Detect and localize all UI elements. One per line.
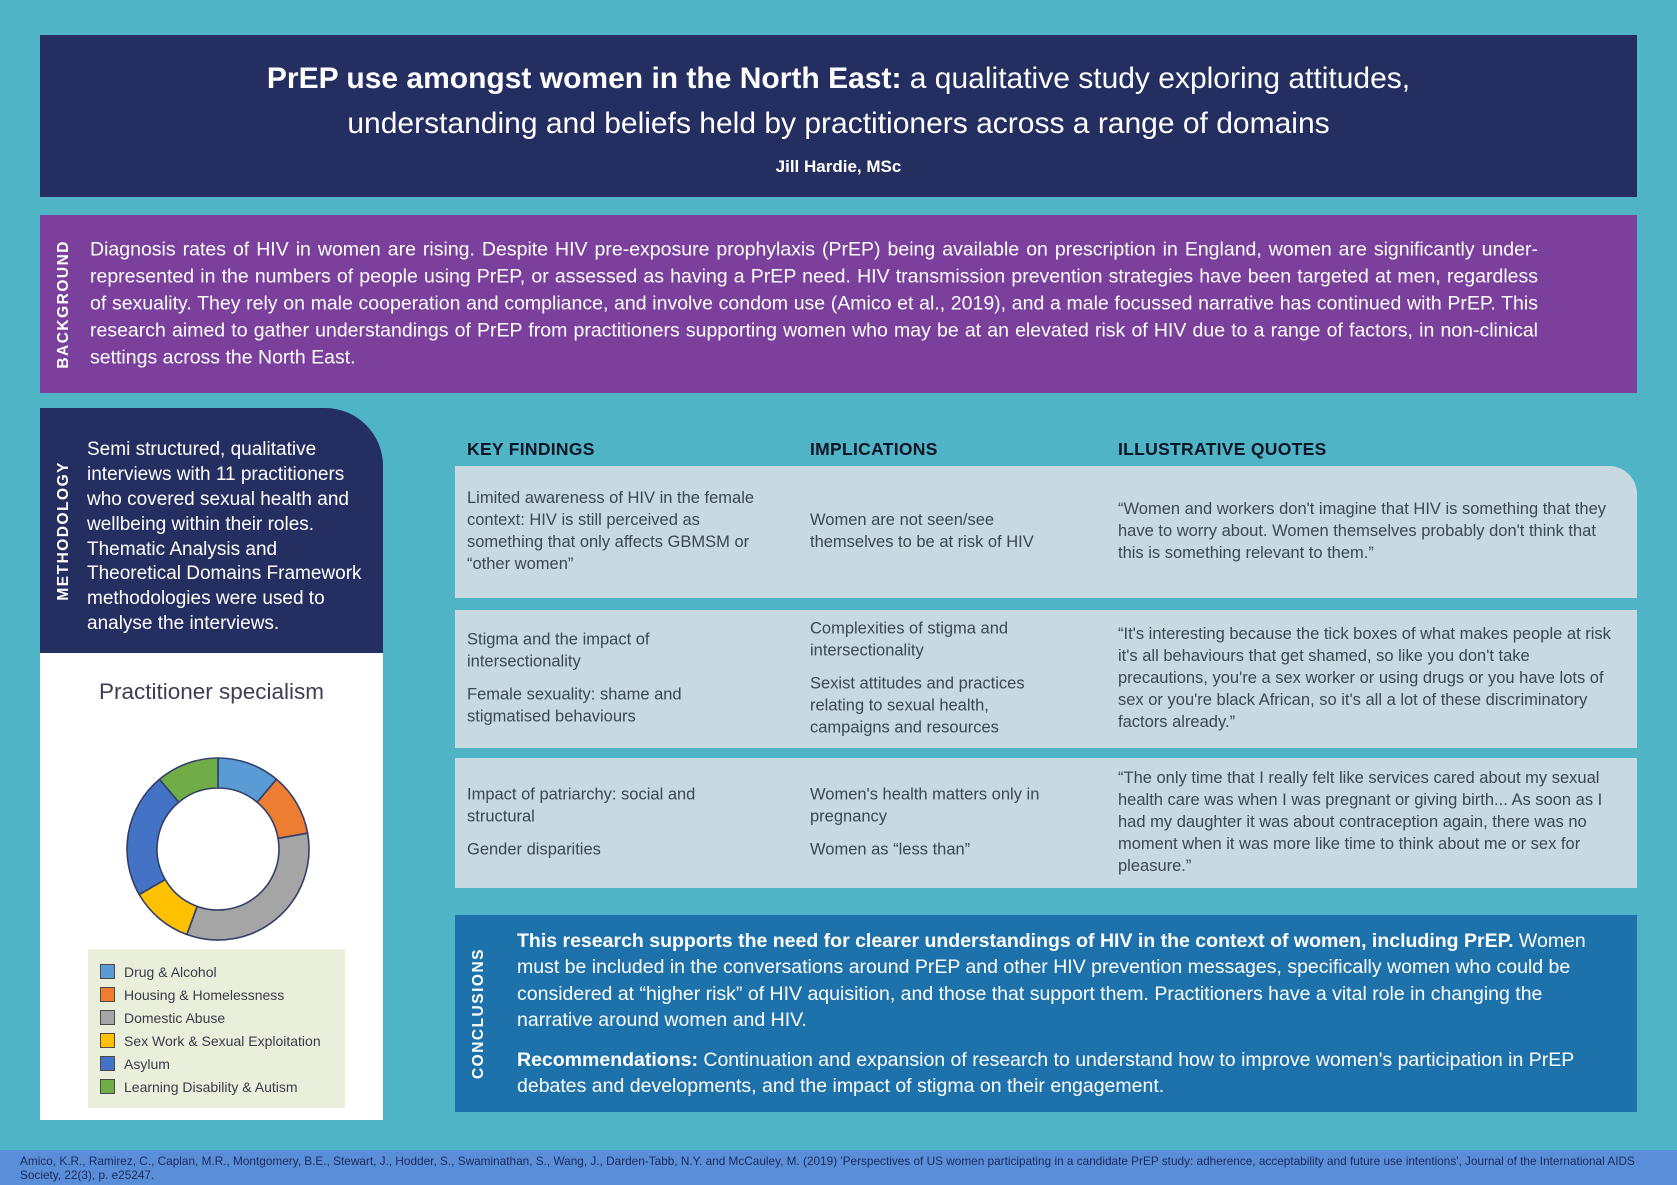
background-text: Diagnosis rates of HIV in women are rising. Despite HIV pre-exposure prophylaxis (PrEP) being available on prescription in England, women are significantly under-represented in the numbers of people using PrEP, or assessed as having a PrEP need. HIV transmission prevention strategies have been targeted at men, regardless of sexuality. They rely on male cooperation and compliance, and involve condom use (Amico et al., 2019), and a male focussed narrative has continued with PrEP. This research aimed to gather understandings of PrEP from practitioners supporting women who may be at an elevated risk of HIV due to a range of factors, in non-clinical settings across the North East.	[90, 238, 1538, 369]
poster-title-subtitle: a qualitative study exploring attitudes,	[901, 62, 1411, 95]
column-header-key-findings: KEY FINDINGS	[467, 439, 595, 459]
legend-label: Learning Disability & Autism	[124, 1078, 298, 1095]
chart-panel	[40, 653, 383, 1120]
key-finding-cell	[467, 785, 767, 862]
methodology-label: METHODOLOGY	[55, 460, 72, 601]
background-label: BACKGROUND	[55, 239, 72, 369]
conclusions-section	[455, 915, 1637, 1112]
conclusions-label-column	[455, 915, 503, 1112]
quote-cell	[1118, 624, 1620, 734]
conclusions-label: CONCLUSIONS	[470, 947, 487, 1080]
legend-swatch-sex-work	[100, 1033, 115, 1048]
background-section	[40, 215, 1637, 393]
legend-label: Asylum	[124, 1055, 170, 1072]
key-finding-text: Limited awareness of HIV in the female context: HIV is still perceived as something that only affects GBMSM or “other women”	[467, 489, 755, 573]
implication-text: Complexities of stigma and intersectionality	[810, 619, 1009, 660]
implication-cell	[810, 619, 1052, 740]
legend-label: Drug & Alcohol	[124, 963, 217, 980]
implication-text: Women's health matters only in pregnancy	[810, 785, 1040, 826]
poster-title-line1	[40, 56, 1637, 101]
practitioner-specialism-donut-chart	[118, 749, 318, 949]
legend-item	[100, 1075, 333, 1098]
table-row	[455, 610, 1637, 748]
conclusions-paragraph	[517, 927, 1622, 1033]
conclusions-body: Women must be included in the conversations around PrEP and other HIV prevention messages, specifically women who could be considered at “higher risk” of HIV aquisition, and those that support them. Practitioners have a vital role in changing the narrative around women and HIV.	[517, 929, 1586, 1031]
chart-legend	[88, 949, 345, 1108]
quote-cell	[1118, 499, 1620, 565]
implication-cell	[810, 510, 1052, 554]
legend-item	[100, 983, 333, 1006]
legend-swatch-domestic-abuse	[100, 1010, 115, 1025]
legend-item	[100, 960, 333, 983]
citation-text: Amico, K.R., Ramirez, C., Caplan, M.R., Montgomery, B.E., Stewart, J., Hodder, S., Swaminathan, S., Wang, J., Darden-Tabb, N.Y. and McCauley, M. (2019) 'Perspectives of US women participating in a candidate PrEP study: adherence, acceptability and future use intentions', Journal of the International AIDS Society, 22(3), p. e25247.	[20, 1153, 1635, 1182]
key-finding-text: Gender disparities	[467, 840, 601, 859]
conclusions-text	[517, 927, 1622, 1099]
legend-label: Housing & Homelessness	[124, 986, 285, 1003]
legend-item	[100, 1029, 333, 1052]
key-finding-text: Stigma and the impact of intersectionality	[467, 630, 650, 671]
author-name: Jill Hardie, MSc	[775, 157, 902, 176]
table-row	[455, 758, 1637, 888]
quote-text: “The only time that I really felt like services cared about my sexual health care was when I was pregnant or giving birth... As soon as I had my daughter it was about contraception again, there was no moment when it was more like time to think about me or sex for pleasure.”	[1118, 769, 1603, 875]
chart-title: Practitioner specialism	[98, 679, 325, 704]
legend-item	[100, 1006, 333, 1029]
key-finding-cell	[467, 630, 767, 729]
quote-text: “Women and workers don't imagine that HIV is something that they have to worry about. Women themselves probably don't think that this is something relevant to them.”	[1118, 500, 1606, 562]
background-label-column	[40, 215, 88, 393]
column-header-illustrative-quotes: ILLUSTRATIVE QUOTES	[1118, 439, 1327, 459]
poster-title-line2: understanding and beliefs held by practitioners across a range of domains	[347, 107, 1330, 140]
legend-label: Sex Work & Sexual Exploitation	[124, 1032, 321, 1049]
legend-swatch-drug-alcohol	[100, 964, 115, 979]
methodology-text: Semi structured, qualitative interviews with 11 practitioners who covered sexual health and wellbeing within their roles. Thematic Analysis and Theoretical Domains Framework methodologies were used to analyse the interviews.	[87, 439, 362, 635]
methodology-section	[40, 408, 383, 653]
column-header-implications: IMPLICATIONS	[810, 439, 938, 459]
poster-title	[40, 35, 1637, 146]
key-finding-text: Impact of patriarchy: social and structural	[467, 785, 696, 826]
legend-label: Domestic Abuse	[124, 1009, 226, 1026]
implication-text: Sexist attitudes and practices relating to sexual health, campaigns and resources	[810, 674, 1025, 737]
legend-swatch-learning-disability	[100, 1079, 115, 1094]
key-finding-cell	[467, 488, 767, 576]
methodology-label-column	[40, 408, 88, 653]
poster-title-bold: PrEP use amongst women in the North East:	[266, 62, 902, 95]
legend-swatch-asylum	[100, 1056, 115, 1071]
conclusions-lead: This research supports the need for clearer understandings of HIV in the context of women, including PrEP.	[517, 929, 1514, 952]
implication-text: Women as “less than”	[810, 840, 971, 859]
implication-text: Women are not seen/see themselves to be at risk of HIV	[810, 511, 1034, 551]
key-finding-text: Female sexuality: shame and stigmatised behaviours	[467, 685, 682, 726]
table-row	[455, 466, 1637, 598]
legend-item	[100, 1052, 333, 1075]
quote-cell	[1118, 768, 1620, 878]
recommendations-label: Recommendations:	[517, 1048, 698, 1071]
recommendations-paragraph	[517, 1047, 1622, 1100]
title-banner	[40, 35, 1637, 197]
implication-cell	[810, 785, 1052, 862]
citation-bar	[0, 1150, 1677, 1185]
legend-swatch-housing-homelessness	[100, 987, 115, 1002]
quote-text: “It's interesting because the tick boxes of what makes people at risk it's all behaviours that get shamed, so like you don't take precautions, you're a sex worker or using drugs or you have lots of sex or you're black African, so it's all a lot of these discriminatory factors already.”	[1118, 625, 1611, 731]
recommendations-body: Continuation and expansion of research to understand how to improve women's participation in PrEP debates and developments, and the impact of stigma on their engagement.	[517, 1048, 1574, 1098]
